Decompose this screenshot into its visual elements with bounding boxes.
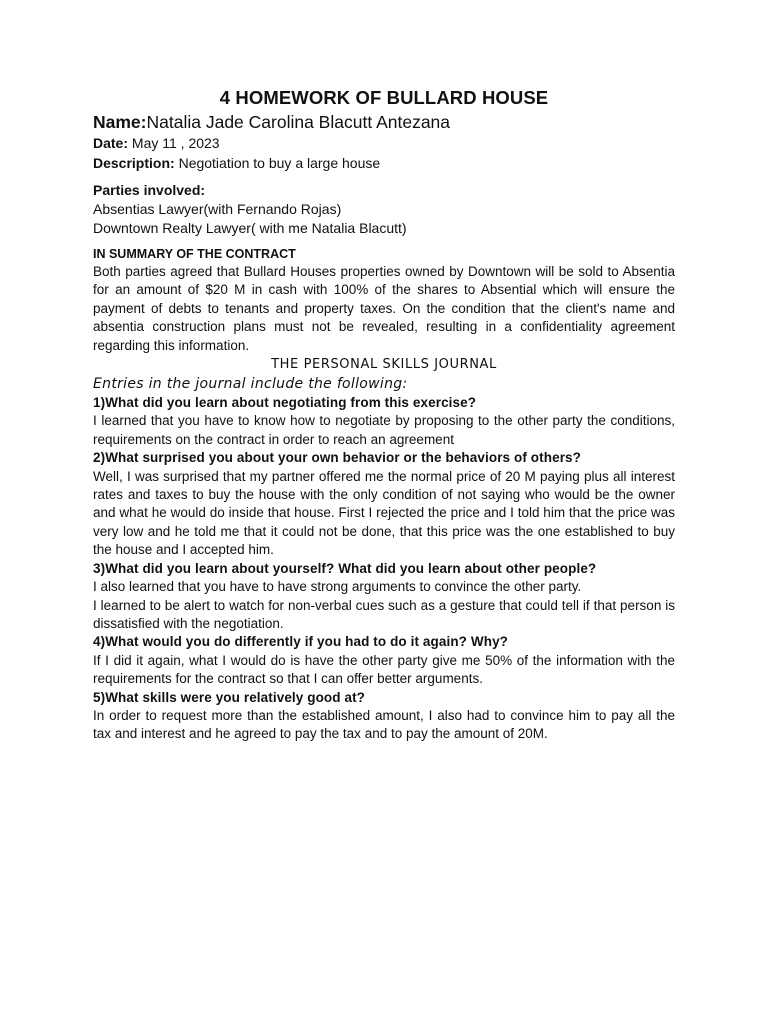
entry-answer: I also learned that you have to have strong arguments to convince the other party. <box>93 579 582 595</box>
description-label: Description: <box>93 154 175 171</box>
description-value: Negotiation to buy a large house <box>174 154 381 171</box>
date-line <box>93 134 675 154</box>
entry-question: 2)What surprised you about your own behavior or the behaviors of others? <box>93 450 582 466</box>
name-value: Natalia Jade Carolina Blacutt Antezana <box>146 112 451 132</box>
journal-entry-1 <box>93 394 675 449</box>
journal-intro: Entries in the journal include the following: <box>93 376 408 393</box>
name-label: Name: <box>93 112 147 132</box>
parties-section <box>93 181 675 238</box>
journal-entry-4 <box>93 633 675 688</box>
document-title: 4 HOMEWORK OF BULLARD HOUSE <box>219 87 549 108</box>
entry-question: 3)What did you learn about yourself? What did you learn about other people? <box>93 560 597 576</box>
description-line <box>93 154 675 174</box>
journal-entry-3 <box>93 560 675 634</box>
party-item: Absentias Lawyer(with Fernando Rojas) <box>93 201 342 217</box>
date-label: Date: <box>93 135 129 151</box>
entry-answer: Well, I was surprised that my partner offered me the normal price of 20 M paying plus all interest rates and taxes to buy the house with the only condition of not saying who would be the owner and what he would do inside that house. First I rejected the price and I told him that the price was very low and he told me that it could not be done, that this price was the one established to buy the house and I accepted him. <box>93 468 675 558</box>
entry-question: 5)What skills were you relatively good at? <box>93 689 366 705</box>
journal-title: THE PERSONAL SKILLS JOURNAL <box>271 357 497 373</box>
summary-paragraph: Both parties agreed that Bullard Houses properties owned by Downtown will be sold to Absentia for an amount of $20 M in cash with 100% of the shares to Absential which will ensure the payment of debts to tenants and property taxes. On the condition that the client's name and absentia construction plans must not be revealed, resulting in a confidentiality agreement regarding this information. <box>93 264 675 353</box>
document-body <box>93 86 675 744</box>
student-name-line <box>93 110 675 134</box>
summary-heading: IN SUMMARY OF THE CONTRACT <box>93 247 296 261</box>
entry-question: 4)What would you do differently if you had to do it again? Why? <box>93 634 509 650</box>
entry-answer: I learned to be alert to watch for non-verbal cues such as a gesture that could tell if that person is dissatisfied with the negotiation. <box>93 597 675 631</box>
entry-answer: In order to request more than the established amount, I also had to convince him to pay all the tax and interest and he agreed to pay the tax and to pay the amount of 20M. <box>93 707 675 742</box>
party-item: Downtown Realty Lawyer( with me Natalia Blacutt) <box>93 220 407 236</box>
entry-question: 1)What did you learn about negotiating from this exercise? <box>93 395 477 411</box>
entry-answer: I learned that you have to know how to negotiate by proposing to the other party the conditions, requirements on the contract in order to reach an agreement <box>93 413 675 447</box>
date-value: May 11 , 2023 <box>128 135 220 151</box>
journal-entry-2 <box>93 449 675 559</box>
entry-answer: If I did it again, what I would do is have the other party give me 50% of the information with the requirements for the contract so that I can offer better arguments. <box>93 652 675 687</box>
journal-entry-5 <box>93 689 675 744</box>
parties-label: Parties involved: <box>93 182 206 198</box>
